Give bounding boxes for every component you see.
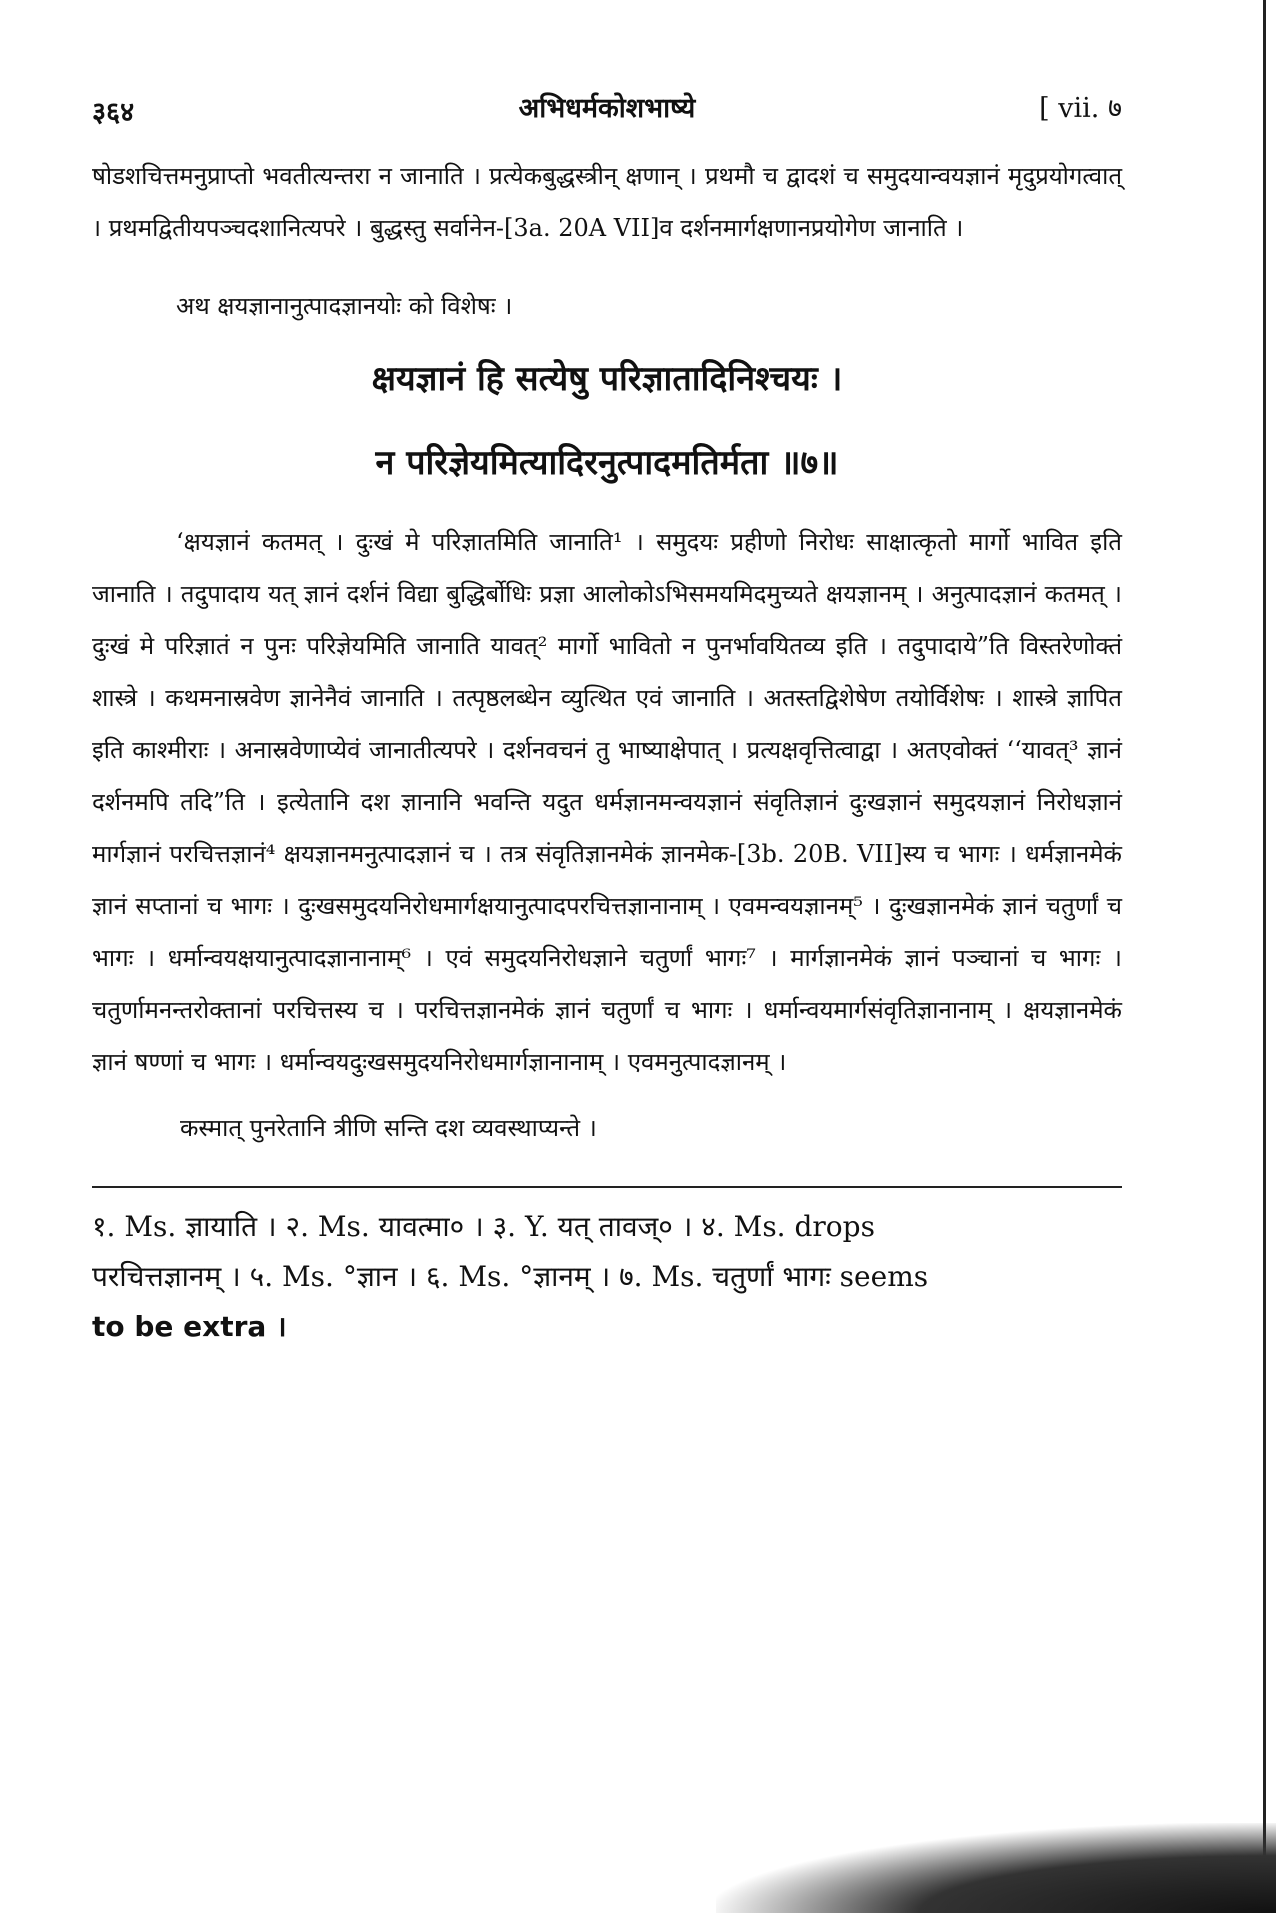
footnote-line: १. Ms. ज्ञायाति । २. Ms. यावत्मा० । ३. Y. यत् तावज्० । ४. Ms. drops: [92, 1210, 875, 1243]
page-number: ३६४: [92, 97, 135, 128]
closing-line: कस्मात् पुनरेतानि त्रीणि सन्ति दश व्यवस्थाप्यन्ते ।: [180, 1114, 597, 1142]
footnote-line: परचित्तज्ञानम् । ५. Ms. °ज्ञान । ६. Ms. °ज्ञानम् । ७. Ms. चतुर्णां भागः seems: [92, 1260, 929, 1293]
verse-line-2: न परिज्ञेयमित्यादिरनुत्पादमतिर्मता ॥७॥: [375, 443, 839, 483]
footnotes: [92, 1202, 1122, 1352]
opening-paragraph: षोडशचित्तमनुप्राप्तो भवतीत्यन्तरा न जानाति । प्रत्येकबुद्धस्त्रीन् क्षणान् । प्रथमौ च द्वादशं च समुदयान्वयज्ञानं मृदुप्रयोगत्वात् । प्रथमद्वितीयपञ्चदशानित्यपरे । बुद्धस्तु सर्वानेन-[3a. 20A VII]व दर्शनमार्गक्षणानप्रयोगेण जानाति ।: [92, 162, 1122, 242]
commentary-paragraph: ‘क्षयज्ञानं कतमत् । दुःखं मे परिज्ञातमिति जानाति¹ । समुदयः प्रहीणो निरोधः साक्षात्कृतो मार्गो भावित इति जानाति । तदुपादाय यत् ज्ञानं दर्शनं विद्या बुद्धिर्बोधिः प्रज्ञा आलोकोऽभिसमयमिदमुच्यते क्षयज्ञानम् । अनुत्पादज्ञानं कतमत् । दुःखं मे परिज्ञातं न पुनः परिज्ञेयमिति जानाति यावत्² मार्गो भावितो न पुनर्भावयितव्य इति । तदुपादाये”ति विस्तरेणोक्तं शास्त्रे । कथमनास्रवेण ज्ञानेनैवं जानाति । तत्पृष्ठलब्धेन व्युत्थित एवं जानाति । अतस्तद्विशेषेण तयोर्विशेषः । शास्त्रे ज्ञापित इति काश्मीराः । अनास्रवेणाप्येवं जानातीत्यपरे । दर्शनवचनं तु भाष्याक्षेपात् । प्रत्यक्षवृत्तित्वाद्वा । अतएवोक्तं ‘‘यावत्³ ज्ञानं दर्शनमपि तदि”ति । इत्येतानि दश ज्ञानानि भवन्ति यदुत धर्मज्ञानमन्वयज्ञानं संवृतिज्ञानं दुःखज्ञानं समुदयज्ञानं निरोधज्ञानं मार्गज्ञानं परचित्तज्ञानं⁴ क्षयज्ञानमनुत्पादज्ञानं च । तत्र संवृतिज्ञानमेकं ज्ञानमेक-[3b. 20B. VII]स्य च भागः । धर्मज्ञानमेकं ज्ञानं सप्तानां च भागः । दुःखसमुदयनिरोधमार्गक्षयानुत्पादपरचित्तज्ञानानाम् । एवमन्वयज्ञानम्⁵ । दुःखज्ञानमेकं ज्ञानं चतुर्णां च भागः । धर्मान्वयक्षयानुत्पादज्ञानानाम्⁶ । एवं समुदयनिरोधज्ञाने चतुर्णां भागः⁷ । मार्गज्ञानमेकं ज्ञानं पञ्चानां च भागः । चतुर्णामनन्तरोक्तानां परचित्तस्य च । परचित्तज्ञानमेकं ज्ञानं चतुर्णां च भागः । धर्मान्वयमार्गसंवृतिज्ञानानाम् । क्षयज्ञानमेकं ज्ञानं षण्णां च भागः । धर्मान्वयदुःखसमुदयनिरोधमार्गज्ञानानाम् । एवमनुत्पादज्ञानम् ।: [92, 528, 1122, 1076]
verse-line-1: क्षयज्ञानं हि सत्येषु परिज्ञातादिनिश्चयः ।: [371, 359, 843, 399]
running-header: [92, 88, 1122, 136]
footnote-line: to be extra ।: [92, 1310, 287, 1343]
intro-question: अथ क्षयज्ञानानुत्पादज्ञानयोः को विशेषः ।: [176, 292, 513, 320]
section-reference: [ vii. ७: [1039, 93, 1122, 124]
verse-block: [92, 348, 1122, 494]
scan-shadow: [716, 1823, 1276, 1913]
footnote-rule: [92, 1186, 1122, 1188]
page-content: [92, 88, 1122, 1352]
page-edge: [1263, 0, 1266, 1913]
running-title: अभिधर्मकोशभाष्ये: [518, 93, 696, 124]
